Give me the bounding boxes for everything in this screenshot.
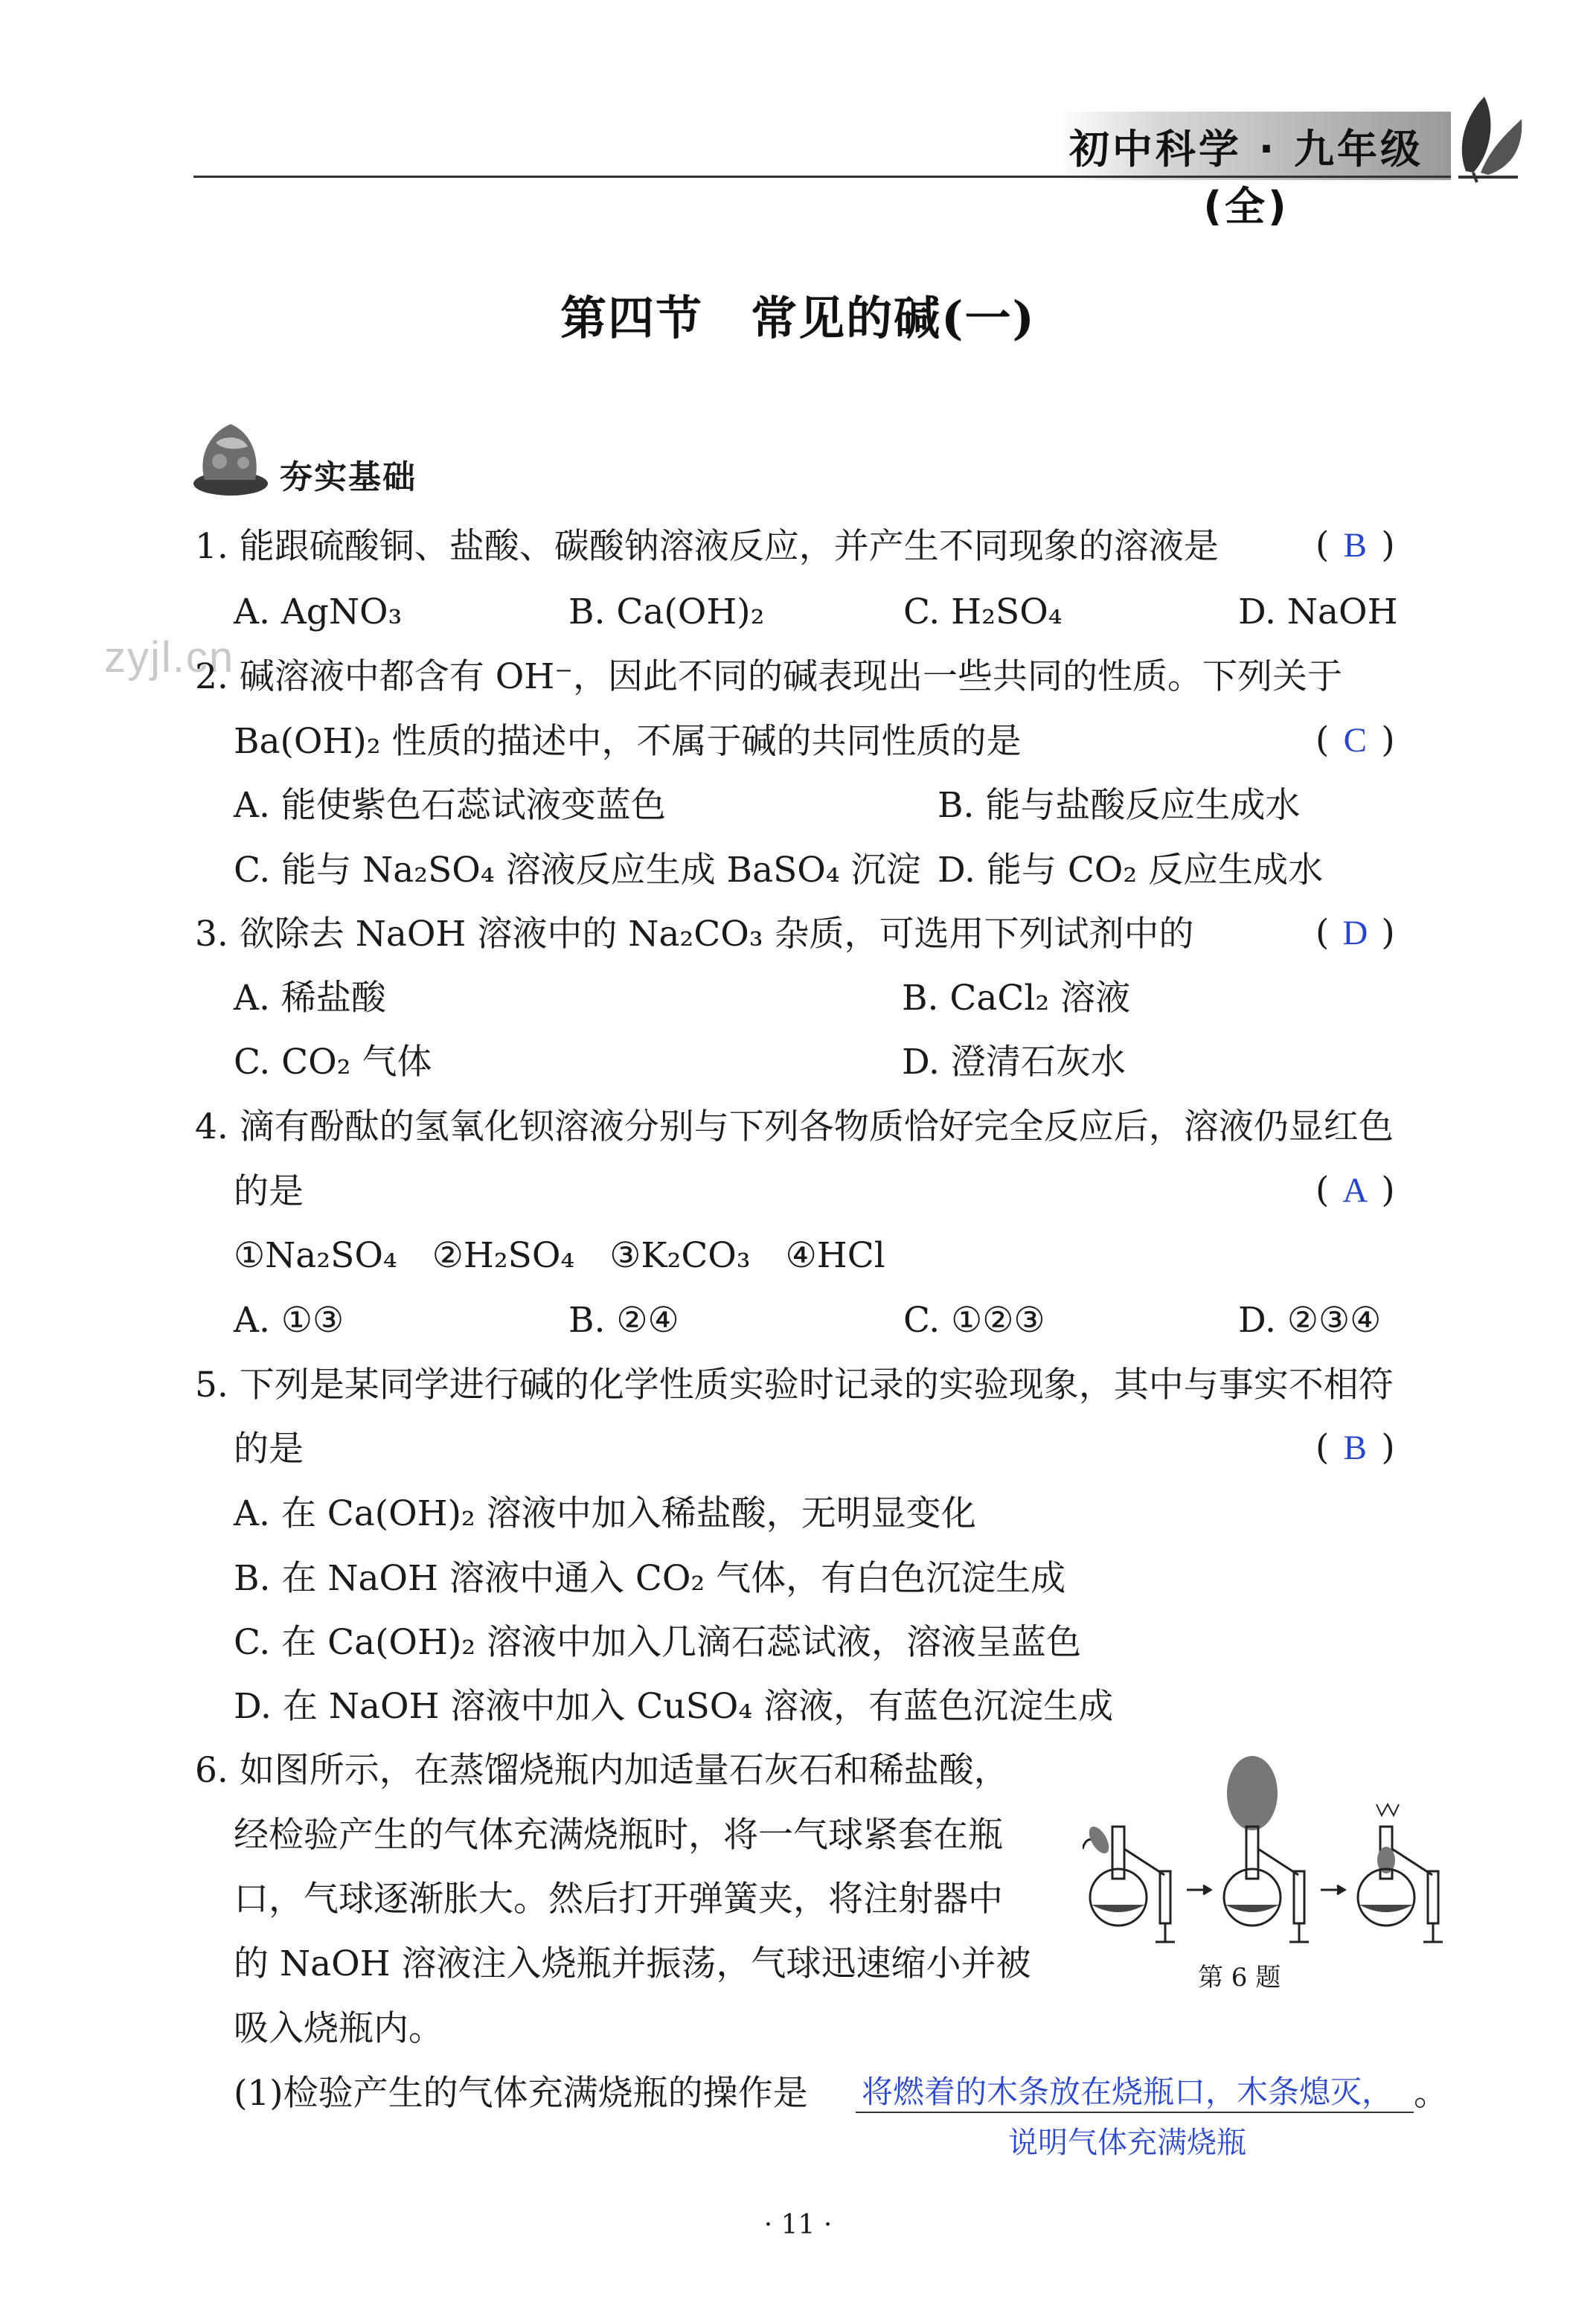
question-6-line4: 的 NaOH 溶液注入烧瓶并振荡，气球迅速缩小并被 xyxy=(234,1943,1031,1984)
leaf-logo-icon xyxy=(1451,89,1525,186)
figure-caption: 第 6 题 xyxy=(1198,1963,1281,1993)
flask-balloon-apparatus-figure xyxy=(1083,1752,1455,1946)
question-4-option-b: B. ②④ xyxy=(568,1300,679,1341)
question-2-option-d: D. 能与 CO₂ 反应生成水 xyxy=(938,850,1324,891)
question-1-answer-bracket: ( B ) xyxy=(1315,525,1395,565)
question-3-option-c: C. CO₂ 气体 xyxy=(234,1042,432,1083)
answer-underline xyxy=(856,2112,1414,2113)
question-6-line3: 口，气球逐渐胀大。然后打开弹簧夹，将注射器中 xyxy=(234,1879,1003,1920)
question-3-answer: D xyxy=(1342,914,1368,952)
question-4-items: ①Na₂SO₄ ②H₂SO₄ ③K₂CO₃ ④HCl xyxy=(234,1235,885,1276)
question-3-option-d: D. 澄清石灰水 xyxy=(902,1042,1126,1083)
section-title: 第四节 常见的碱(一) xyxy=(560,291,1036,345)
question-5-stem-line2: 的是 xyxy=(234,1429,304,1469)
flask-stage-1 xyxy=(1083,1824,1175,1942)
section-heading-basics: 夯实基础 xyxy=(280,458,417,496)
question-4-stem-line2: 的是 xyxy=(234,1171,304,1212)
question-1-option-d: D. NaOH xyxy=(1238,592,1398,632)
question-2-answer-bracket: ( C ) xyxy=(1315,719,1395,760)
question-6-sub1-answer-line1: 将燃着的木条放在烧瓶口，木条熄灭， xyxy=(862,2074,1394,2109)
question-4-option-a: A. ①③ xyxy=(234,1300,344,1341)
question-1-option-c: C. H₂SO₄ xyxy=(903,592,1063,632)
question-4-answer-bracket: ( A ) xyxy=(1315,1170,1395,1211)
question-6-sub1-prompt: (1)检验产生的气体充满烧瓶的操作是 xyxy=(234,2073,808,2114)
question-6-sub1-period: 。 xyxy=(1414,2073,1449,2114)
question-5-answer: B xyxy=(1343,1429,1368,1467)
question-6-sub1-answer-line2: 说明气体充满烧瓶 xyxy=(1008,2126,1246,2159)
question-3-answer-bracket: ( D ) xyxy=(1315,912,1395,953)
question-2-stem-line1: 2. 碱溶液中都含有 OH⁻，因此不同的碱表现出一些共同的性质。下列关于 xyxy=(195,656,1343,697)
question-2-answer: C xyxy=(1343,721,1368,760)
question-5-option-a: A. 在 Ca(OH)₂ 溶液中加入稀盐酸，无明显变化 xyxy=(234,1493,976,1534)
question-5-answer-bracket: ( B ) xyxy=(1315,1427,1395,1468)
watermark: zyjl.cn xyxy=(104,633,235,682)
question-2-option-b: B. 能与盐酸反应生成水 xyxy=(938,785,1301,826)
header-title: 初中科学 · 九年级(全) xyxy=(1068,126,1424,230)
question-3-option-b: B. CaCl₂ 溶液 xyxy=(902,978,1131,1019)
question-4-answer: A xyxy=(1342,1171,1368,1210)
question-1-answer: B xyxy=(1343,526,1368,565)
question-3-option-a: A. 稀盐酸 xyxy=(234,978,386,1019)
question-4-option-c: C. ①②③ xyxy=(903,1300,1045,1341)
question-5-option-b: B. 在 NaOH 溶液中通入 CO₂ 气体，有白色沉淀生成 xyxy=(234,1558,1066,1599)
question-2-option-a: A. 能使紫色石蕊试液变蓝色 xyxy=(234,785,666,826)
question-6-line5: 吸入烧瓶内。 xyxy=(234,2008,443,2049)
flask-stage-2 xyxy=(1224,1756,1309,1942)
question-4-stem-line1: 4. 滴有酚酞的氢氧化钡溶液分别与下列各物质恰好完全反应后，溶液仍显红色 xyxy=(195,1106,1394,1147)
question-6-line2: 经检验产生的气体充满烧瓶时，将一气球紧套在瓶 xyxy=(234,1815,1003,1856)
question-6-line1: 6. 如图所示，在蒸馏烧瓶内加适量石灰石和稀盐酸， xyxy=(195,1750,1009,1791)
question-2-option-c: C. 能与 Na₂SO₄ 溶液反应生成 BaSO₄ 沉淀 xyxy=(234,850,921,891)
question-5-option-c: C. 在 Ca(OH)₂ 溶液中加入几滴石蕊试液，溶液呈蓝色 xyxy=(234,1622,1082,1663)
question-1-option-b: B. Ca(OH)₂ xyxy=(568,592,765,632)
question-5-option-d: D. 在 NaOH 溶液中加入 CuSO₄ 溶液，有蓝色沉淀生成 xyxy=(234,1686,1114,1727)
question-1-stem: 1. 能跟硫酸铜、盐酸、碳酸钠溶液反应，并产生不同现象的溶液是 xyxy=(195,526,1219,567)
flask-stage-3 xyxy=(1358,1804,1443,1942)
question-5-stem-line1: 5. 下列是某同学进行碱的化学性质实验时记录的实验现象，其中与事实不相符 xyxy=(195,1365,1394,1405)
question-1-option-a: A. AgNO₃ xyxy=(234,592,403,632)
page-number: · 11 · xyxy=(763,2210,833,2240)
stone-sculpture-icon xyxy=(190,409,272,499)
question-2-stem-line2: Ba(OH)₂ 性质的描述中，不属于碱的共同性质的是 xyxy=(234,721,1022,762)
question-3-stem: 3. 欲除去 NaOH 溶液中的 Na₂CO₃ 杂质，可选用下列试剂中的 xyxy=(195,914,1194,955)
question-4-option-d: D. ②③④ xyxy=(1238,1300,1382,1341)
